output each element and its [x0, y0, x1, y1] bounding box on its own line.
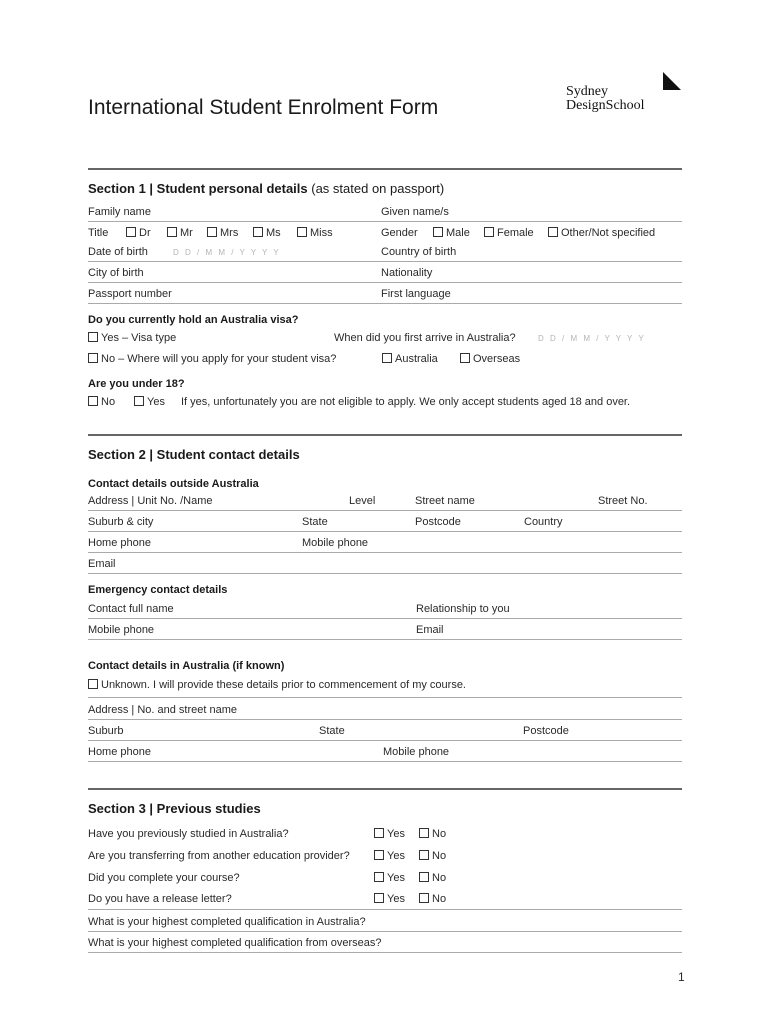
- checkbox-icon: [88, 396, 98, 406]
- option-label: No: [101, 396, 116, 408]
- checkbox-icon: [419, 893, 429, 903]
- unknown-checkbox[interactable]: [88, 679, 466, 691]
- home-phone-label: Home phone: [88, 537, 151, 549]
- given-names-label: Given name/s: [381, 206, 449, 218]
- mobile-phone-label: Mobile phone: [302, 537, 369, 549]
- emergency-mobile-label: Mobile phone: [88, 624, 155, 636]
- aus-address-label: Address | No. and street name: [88, 704, 237, 716]
- divider: [88, 788, 682, 790]
- divider: [88, 697, 682, 698]
- checkbox-icon: [382, 353, 392, 363]
- option-label: Male: [446, 227, 470, 239]
- section1-heading: [88, 181, 444, 196]
- divider: [88, 719, 682, 720]
- logo: [566, 72, 684, 116]
- checkbox-icon: [374, 828, 384, 838]
- option-label: Miss: [310, 227, 333, 239]
- passport-label: Passport number: [88, 288, 172, 300]
- option-label: Overseas: [473, 353, 521, 365]
- option-label: No: [432, 828, 447, 840]
- option-label: No: [432, 893, 447, 905]
- q3-no-checkbox[interactable]: [419, 872, 446, 884]
- divider: [88, 931, 682, 932]
- q2-no-checkbox[interactable]: [419, 850, 446, 862]
- option-label: Yes: [387, 872, 405, 884]
- visa-no-checkbox[interactable]: [88, 353, 336, 365]
- checkbox-icon: [374, 872, 384, 882]
- gender-other-checkbox[interactable]: [548, 227, 655, 239]
- state-label: State: [302, 516, 328, 528]
- country-of-birth-label: Country of birth: [381, 246, 457, 258]
- q4-no-checkbox[interactable]: [419, 893, 446, 905]
- first-language-label: First language: [381, 288, 451, 300]
- question-release-letter: Do you have a release letter?: [88, 893, 232, 905]
- under18-no-checkbox[interactable]: [88, 396, 115, 408]
- logo-line2: DesignSchool: [566, 98, 645, 113]
- divider: [88, 639, 682, 640]
- option-label: Yes: [387, 850, 405, 862]
- page-number: 1: [678, 970, 685, 984]
- visa-question: Do you currently hold an Australia visa?: [88, 314, 299, 326]
- australia-contact-heading: Contact details in Australia (if known): [88, 660, 285, 672]
- arrive-date-field[interactable]: D D / M M / Y Y Y Y: [538, 334, 646, 343]
- qualification-overseas-label: What is your highest completed qualification from overseas?: [88, 937, 382, 949]
- option-label: Mr: [180, 227, 193, 239]
- q1-yes-checkbox[interactable]: [374, 828, 405, 840]
- aus-mobile-phone-label: Mobile phone: [383, 746, 450, 758]
- checkbox-icon: [460, 353, 470, 363]
- gender-female-checkbox[interactable]: [484, 227, 534, 239]
- option-label: No: [432, 872, 447, 884]
- relationship-label: Relationship to you: [416, 603, 510, 615]
- checkbox-icon: [419, 872, 429, 882]
- country-label: Country: [524, 516, 563, 528]
- aus-home-phone-label: Home phone: [88, 746, 151, 758]
- checkbox-icon: [433, 227, 443, 237]
- q1-no-checkbox[interactable]: [419, 828, 446, 840]
- checkbox-icon: [134, 396, 144, 406]
- outside-heading: Contact details outside Australia: [88, 478, 259, 490]
- divider: [88, 761, 682, 762]
- emergency-email-label: Email: [416, 624, 444, 636]
- option-label: Female: [497, 227, 534, 239]
- under18-yes-checkbox[interactable]: [134, 396, 165, 408]
- title-dr-checkbox[interactable]: [126, 227, 151, 239]
- divider: [88, 618, 682, 619]
- under18-note: If yes, unfortunately you are not eligible to apply. We only accept students aged 18 and over.: [181, 396, 631, 408]
- option-label: Yes – Visa type: [101, 332, 177, 344]
- question-studied-australia: Have you previously studied in Australia?: [88, 828, 289, 840]
- page-title: International Student Enrolment Form: [88, 96, 439, 119]
- option-label: No – Where will you apply for your student visa?: [101, 353, 337, 365]
- qualification-australia-label: What is your highest completed qualification in Australia?: [88, 916, 366, 928]
- apply-australia-checkbox[interactable]: [382, 353, 438, 365]
- apply-overseas-checkbox[interactable]: [460, 353, 520, 365]
- divider: [88, 434, 682, 436]
- section1-note: (as stated on passport): [307, 181, 445, 196]
- question-completed: Did you complete your course?: [88, 872, 240, 884]
- option-label: Yes: [387, 828, 405, 840]
- option-label: Other/Not specified: [561, 227, 656, 239]
- checkbox-icon: [88, 332, 98, 342]
- q2-yes-checkbox[interactable]: [374, 850, 405, 862]
- dob-field[interactable]: D D / M M / Y Y Y Y: [173, 248, 281, 257]
- option-label: Yes: [147, 396, 165, 408]
- section3-heading: Section 3 | Previous studies: [88, 801, 261, 816]
- option-label: No: [432, 850, 447, 862]
- checkbox-icon: [419, 850, 429, 860]
- divider: [88, 510, 682, 511]
- email-label: Email: [88, 558, 116, 570]
- checkbox-icon: [419, 828, 429, 838]
- dob-label: Date of birth: [88, 246, 148, 258]
- aus-suburb-label: Suburb: [88, 725, 124, 737]
- family-name-label: Family name: [88, 206, 151, 218]
- checkbox-icon: [297, 227, 307, 237]
- section1-title: Section 1 | Student personal details: [88, 181, 308, 196]
- option-label: Unknown. I will provide these details prior to commencement of my course.: [101, 679, 466, 691]
- divider: [88, 531, 682, 532]
- nationality-label: Nationality: [381, 267, 433, 279]
- street-name-label: Street name: [415, 495, 475, 507]
- checkbox-icon: [484, 227, 494, 237]
- divider: [88, 261, 682, 262]
- divider: [88, 573, 682, 574]
- checkbox-icon: [167, 227, 177, 237]
- checkbox-icon: [88, 679, 98, 689]
- option-label: Ms: [266, 227, 281, 239]
- family-name-field[interactable]: [88, 221, 682, 222]
- street-no-label: Street No.: [598, 495, 648, 507]
- divider: [88, 740, 682, 741]
- arrive-question: When did you first arrive in Australia?: [334, 332, 516, 344]
- under18-question: Are you under 18?: [88, 378, 185, 390]
- aus-postcode-label: Postcode: [523, 725, 569, 737]
- question-transferring: Are you transferring from another education provider?: [88, 850, 350, 862]
- title-miss-checkbox[interactable]: [297, 227, 333, 239]
- q4-yes-checkbox[interactable]: [374, 893, 405, 905]
- divider: [88, 552, 682, 553]
- gender-label: Gender: [381, 227, 418, 239]
- section2-heading: Section 2 | Student contact details: [88, 447, 300, 462]
- postcode-label: Postcode: [415, 516, 461, 528]
- divider: [88, 909, 682, 910]
- emergency-heading: Emergency contact details: [88, 584, 228, 596]
- title-mr-checkbox[interactable]: [167, 227, 193, 239]
- option-label: Mrs: [220, 227, 239, 239]
- checkbox-icon: [548, 227, 558, 237]
- checkbox-icon: [374, 893, 384, 903]
- visa-yes-checkbox[interactable]: [88, 332, 176, 344]
- city-of-birth-label: City of birth: [88, 267, 144, 279]
- divider: [88, 168, 682, 170]
- logo-triangle-icon: [663, 72, 683, 92]
- divider: [88, 282, 682, 283]
- title-ms-checkbox[interactable]: [253, 227, 281, 239]
- checkbox-icon: [88, 353, 98, 363]
- title-mrs-checkbox[interactable]: [207, 227, 238, 239]
- gender-male-checkbox[interactable]: [433, 227, 470, 239]
- checkbox-icon: [374, 850, 384, 860]
- contact-full-name-label: Contact full name: [88, 603, 174, 615]
- option-label: Yes: [387, 893, 405, 905]
- divider: [88, 303, 682, 304]
- suburb-city-label: Suburb & city: [88, 516, 154, 528]
- logo-line1: Sydney: [566, 84, 608, 99]
- title-label: Title: [88, 227, 109, 239]
- divider: [88, 952, 682, 953]
- checkbox-icon: [126, 227, 136, 237]
- level-label: Level: [349, 495, 376, 507]
- checkbox-icon: [207, 227, 217, 237]
- aus-state-label: State: [319, 725, 345, 737]
- checkbox-icon: [253, 227, 263, 237]
- option-label: Dr: [139, 227, 151, 239]
- q3-yes-checkbox[interactable]: [374, 872, 405, 884]
- address-unit-label: Address | Unit No. /Name: [88, 495, 213, 507]
- option-label: Australia: [395, 353, 438, 365]
